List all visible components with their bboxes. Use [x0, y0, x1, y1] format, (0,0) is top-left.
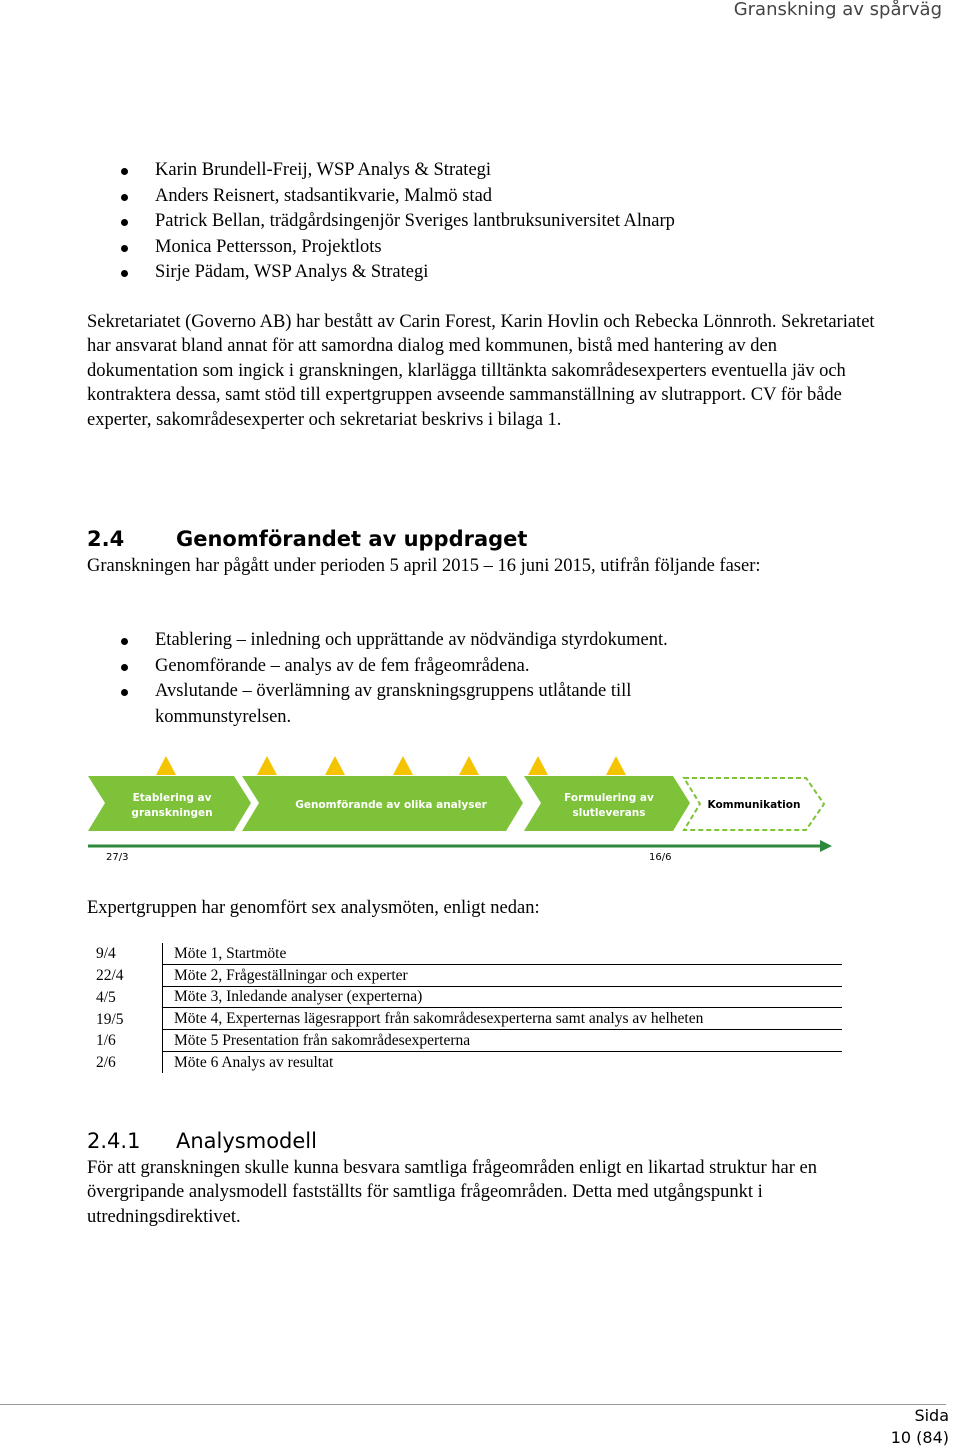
table-row: 2/6 Möte 6 Analys av resultat [86, 1051, 842, 1072]
list-item: Avslutande – överlämning av granskningsgruppens utlåtande till kommunstyrelsen. [0, 679, 960, 730]
table-row: 19/5 Möte 4, Experternas lägesrapport från sakområdesexperterna samt analys av helheten [86, 1008, 842, 1030]
timeline-arrowhead-icon [820, 840, 832, 852]
milestone-triangle [156, 756, 176, 775]
table-row: 4/5 Möte 3, Inledande analyser (experterna) [86, 986, 842, 1008]
section-title: Analysmodell [176, 1129, 317, 1153]
section-intro: Granskningen har pågått under perioden 5 april 2015 – 16 juni 2015, utifrån följande faser: [87, 556, 761, 576]
list-item: Patrick Bellan, trädgårdsingenjör Sveriges lantbruksuniversitet Alnarp [0, 209, 675, 235]
section-number: 2.4 [87, 527, 125, 551]
analysis-model-paragraph: För att granskningen skulle kunna besvara samtliga frågeområden enligt en likartad struktur har en övergripande analysmodell fastställts för samtliga frågeområden. Detta med utgångspunkt i utredningsdirektivet. [87, 1158, 818, 1227]
list-item: Etablering – inledning och upprättande av nödvändiga styrdokument. [0, 628, 960, 654]
bullet-icon [121, 689, 128, 696]
milestone-triangle [459, 756, 479, 775]
phase-label: Formulering av [564, 792, 654, 804]
running-header: Granskning av spårväg [733, 0, 942, 20]
timeline-diagram [84, 748, 844, 868]
expert-list [0, 158, 675, 286]
page-number: 10 (84) [890, 1428, 949, 1447]
table-row: 9/4 Möte 1, Startmöte [86, 943, 842, 964]
list-item: Sirje Pädam, WSP Analys & Strategi [0, 260, 675, 286]
list-item: Anders Reisnert, stadsantikvarie, Malmö stad [0, 184, 675, 210]
list-item: Genomförande – analys av de fem frågeområdena. [0, 654, 960, 680]
section-heading-2-4-1 [87, 1129, 317, 1153]
timeline-end-label: 16/6 [649, 852, 672, 863]
secretariat-paragraph: Sekretariatet (Governo AB) har bestått av Carin Forest, Karin Hovlin och Rebecka Lönnroth. Sekretariatet har ansvarat bland annat för att samordna dialog med kommunen, bistå med hantering av den dokumentation som ingick i granskningen, klarlägga tilltänkta sakområdesexperters eventuella jäv och kontraktera dessa, samt stöd till expertgruppen avseende sammanställning av slutrapport. CV för både experter, sakområdesexperter och sekretariat beskrivs i bilaga 1. [87, 312, 875, 430]
page-footer [891, 1405, 949, 1449]
bullet-icon [121, 168, 128, 175]
milestone-triangle [393, 756, 413, 775]
table-row: 22/4 Möte 2, Frågeställningar och experter [86, 964, 842, 986]
bullet-icon [121, 194, 128, 201]
list-item: Karin Brundell-Freij, WSP Analys & Strategi [0, 158, 675, 184]
phase-label: slutleverans [572, 807, 646, 819]
phase-label: Kommunikation [707, 799, 801, 811]
milestone-triangle [606, 756, 626, 775]
phase-list [0, 628, 960, 730]
phase-label: granskningen [131, 807, 213, 819]
bullet-icon [121, 219, 128, 226]
section-number: 2.4.1 [87, 1129, 141, 1153]
meetings-table [86, 943, 842, 1073]
section-title: Genomförandet av uppdraget [176, 527, 528, 551]
list-item: Monica Pettersson, Projektlots [0, 235, 675, 261]
phase-label: Genomförande av olika analyser [295, 799, 487, 811]
page-label: Sida [914, 1406, 949, 1425]
bullet-icon [121, 270, 128, 277]
phase-label: Etablering av [132, 792, 212, 804]
footer-divider [0, 1404, 946, 1405]
bullet-icon [121, 245, 128, 252]
table-row: 1/6 Möte 5 Presentation från sakområdesexperterna [86, 1030, 842, 1052]
milestone-triangle [257, 756, 277, 775]
milestone-triangle [325, 756, 345, 775]
bullet-icon [121, 638, 128, 645]
bullet-icon [121, 664, 128, 671]
meetings-intro: Expertgruppen har genomfört sex analysmöten, enligt nedan: [87, 898, 540, 918]
timeline-start-label: 27/3 [106, 852, 129, 863]
section-heading-2-4 [87, 527, 527, 551]
milestone-triangle [528, 756, 548, 775]
